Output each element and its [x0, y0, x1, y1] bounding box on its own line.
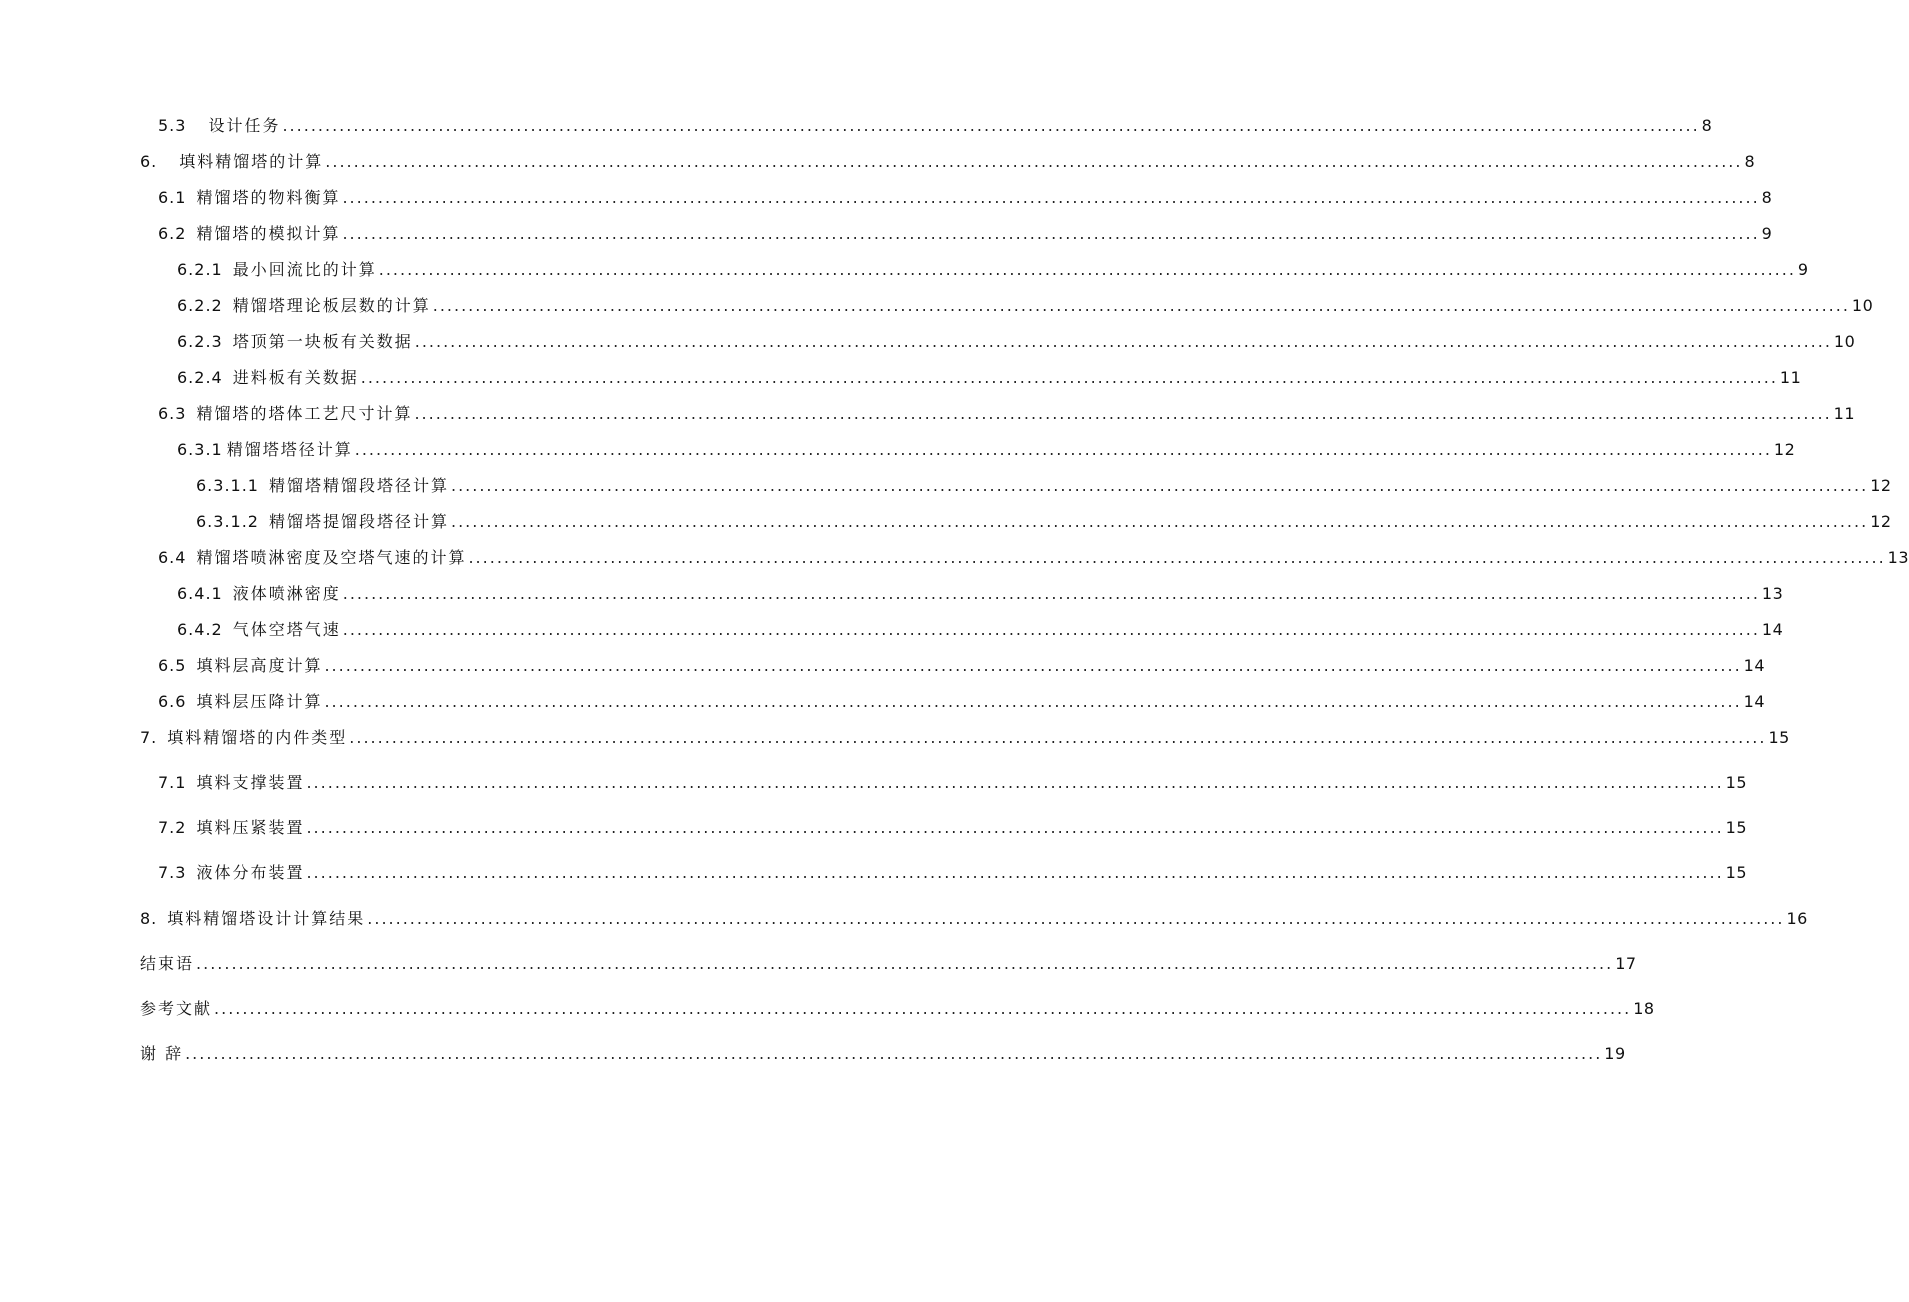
toc-entry[interactable] [177, 619, 1784, 641]
dot-leader: ........................................................................................................................................................................................................ [306, 818, 1724, 837]
dot-leader: ........................................................................................................................................................................................................ [378, 260, 1796, 279]
toc-entry-number: 6.4.2 [177, 620, 223, 639]
toc-entry-page-number: 11 [1833, 404, 1856, 423]
dot-leader: ........................................................................................................................................................................................................ [432, 296, 1850, 315]
toc-entry-number: 6.2 [158, 224, 187, 243]
toc-entry-page-number: 13 [1887, 548, 1909, 567]
toc-entry-page-number: 18 [1633, 999, 1655, 1018]
toc-entry-page-number: 14 [1743, 692, 1766, 711]
toc-entry-page-number: 12 [1773, 440, 1796, 459]
dot-leader: ........................................................................................................................................................................................................ [282, 116, 1700, 135]
toc-entry-title: 填料层高度计算 [196, 656, 323, 675]
toc-entry-title: 气体空塔气速 [232, 620, 341, 639]
toc-entry-page-number: 15 [1768, 728, 1790, 747]
toc-entry-title: 填料精馏塔的计算 [179, 152, 324, 171]
toc-entry[interactable] [158, 691, 1766, 713]
toc-entry-title: 谢 辞 [140, 1044, 184, 1063]
dot-leader: ........................................................................................................................................................................................................ [196, 954, 1614, 973]
toc-entry[interactable] [140, 998, 1655, 1020]
dot-leader: ........................................................................................................................................................................................................ [414, 404, 1832, 423]
toc-entry-number: 7.2 [158, 818, 187, 837]
dot-leader: ........................................................................................................................................................................................................ [451, 512, 1869, 531]
toc-entry[interactable] [158, 223, 1773, 245]
toc-entry[interactable] [177, 583, 1784, 605]
dot-leader: ........................................................................................................................................................................................................ [325, 152, 1743, 171]
toc-entry-title: 填料层压降计算 [196, 692, 323, 711]
toc-entry-page-number: 9 [1761, 224, 1773, 243]
dot-leader: ........................................................................................................................................................................................................ [214, 999, 1632, 1018]
toc-entry[interactable] [140, 727, 1790, 749]
toc-entry[interactable] [196, 475, 1892, 497]
toc-entry-page-number: 17 [1615, 954, 1637, 973]
dot-leader: ........................................................................................................................................................................................................ [306, 863, 1724, 882]
toc-entry-number: 6.6 [158, 692, 187, 711]
toc-entry-page-number: 10 [1833, 332, 1856, 351]
toc-entry-number: 7.1 [158, 773, 187, 792]
toc-entry-page-number: 8 [1701, 116, 1713, 135]
toc-entry-number: 6.4 [158, 548, 187, 567]
toc-entry[interactable] [158, 862, 1748, 884]
toc-entry-number: 6.3.1 [177, 440, 223, 459]
toc-entry-page-number: 15 [1725, 818, 1748, 837]
toc-entry-title: 精馏塔喷淋密度及空塔气速的计算 [196, 548, 467, 567]
toc-entry-number: 6.2.3 [177, 332, 223, 351]
toc-entry-number: 6.4.1 [177, 584, 223, 603]
dot-leader: ........................................................................................................................................................................................................ [185, 1044, 1603, 1063]
toc-entry-number: 6. [140, 152, 158, 171]
toc-entry-title: 塔顶第一块板有关数据 [232, 332, 413, 351]
toc-entry-page-number: 15 [1725, 863, 1748, 882]
dot-leader: ........................................................................................................................................................................................................ [367, 909, 1785, 928]
dot-leader: ........................................................................................................................................................................................................ [414, 332, 1832, 351]
dot-leader: ........................................................................................................................................................................................................ [354, 440, 1772, 459]
toc-entry[interactable] [158, 817, 1748, 839]
toc-entry-title: 精馏塔塔径计算 [226, 440, 353, 459]
toc-entry-title: 最小回流比的计算 [232, 260, 377, 279]
toc-entry-number: 6.1 [158, 188, 187, 207]
toc-entry[interactable] [158, 115, 1713, 137]
toc-entry-title: 参考文献 [140, 999, 213, 1018]
toc-entry-page-number: 12 [1870, 512, 1892, 531]
toc-entry-title: 填料压紧装置 [196, 818, 305, 837]
toc-entry-page-number: 9 [1797, 260, 1809, 279]
toc-entry-title: 进料板有关数据 [232, 368, 359, 387]
toc-entry-page-number: 14 [1761, 620, 1784, 639]
toc-entry-page-number: 8 [1761, 188, 1773, 207]
dot-leader: ........................................................................................................................................................................................................ [342, 224, 1760, 243]
toc-entry[interactable] [158, 655, 1766, 677]
toc-entry-page-number: 12 [1870, 476, 1892, 495]
toc-entry[interactable] [177, 295, 1874, 317]
toc-entry-title: 结束语 [140, 954, 195, 973]
toc-entry-title: 填料精馏塔设计计算结果 [167, 909, 366, 928]
toc-entry-title: 精馏塔理论板层数的计算 [232, 296, 431, 315]
toc-entry[interactable] [177, 439, 1796, 461]
toc-entry-title: 精馏塔的塔体工艺尺寸计算 [196, 404, 413, 423]
dot-leader: ........................................................................................................................................................................................................ [342, 620, 1760, 639]
toc-entry-number: 6.2.2 [177, 296, 223, 315]
toc-entry-page-number: 10 [1851, 296, 1874, 315]
toc-entry[interactable] [140, 908, 1808, 930]
dot-leader: ........................................................................................................................................................................................................ [468, 548, 1886, 567]
toc-entry[interactable] [158, 187, 1773, 209]
toc-entry-title: 液体喷淋密度 [232, 584, 341, 603]
toc-entry-number: 7. [140, 728, 158, 747]
toc-entry[interactable] [158, 403, 1856, 425]
dot-leader: ........................................................................................................................................................................................................ [342, 584, 1760, 603]
dot-leader: ........................................................................................................................................................................................................ [342, 188, 1760, 207]
toc-entry-title: 精馏塔的物料衡算 [196, 188, 341, 207]
toc-entry-number: 5.3 [158, 116, 187, 135]
dot-leader: ........................................................................................................................................................................................................ [324, 656, 1742, 675]
toc-entry-page-number: 11 [1779, 368, 1802, 387]
toc-entry-title: 液体分布装置 [196, 863, 305, 882]
dot-leader: ........................................................................................................................................................................................................ [451, 476, 1869, 495]
toc-entry[interactable] [158, 772, 1748, 794]
toc-entry[interactable] [177, 259, 1809, 281]
toc-entry[interactable] [158, 547, 1909, 569]
toc-entry-number: 7.3 [158, 863, 187, 882]
toc-entry[interactable] [177, 367, 1802, 389]
toc-entry-page-number: 13 [1761, 584, 1784, 603]
dot-leader: ........................................................................................................................................................................................................ [360, 368, 1778, 387]
toc-entry[interactable] [196, 511, 1892, 533]
dot-leader: ........................................................................................................................................................................................................ [324, 692, 1742, 711]
toc-entry-title: 精馏塔的模拟计算 [196, 224, 341, 243]
toc-entry-number: 6.2.4 [177, 368, 223, 387]
toc-entry-title: 填料精馏塔的内件类型 [167, 728, 348, 747]
toc-entry-number: 6.5 [158, 656, 187, 675]
toc-entry-number: 8. [140, 909, 158, 928]
toc-entry-page-number: 8 [1744, 152, 1756, 171]
toc-entry-number: 6.3 [158, 404, 187, 423]
toc-entry[interactable] [140, 1043, 1626, 1065]
toc-entry-number: 6.2.1 [177, 260, 223, 279]
toc-entry-page-number: 16 [1786, 909, 1808, 928]
dot-leader: ........................................................................................................................................................................................................ [306, 773, 1724, 792]
toc-entry-title: 精馏塔精馏段塔径计算 [268, 476, 449, 495]
toc-entry-page-number: 15 [1725, 773, 1748, 792]
toc-entry-title: 设计任务 [208, 116, 281, 135]
toc-entry[interactable] [140, 953, 1637, 975]
toc-entry-page-number: 19 [1604, 1044, 1626, 1063]
toc-entry[interactable] [140, 151, 1756, 173]
toc-entry[interactable] [177, 331, 1856, 353]
toc-entry-number: 6.3.1.2 [196, 512, 259, 531]
toc-entry-title: 填料支撑装置 [196, 773, 305, 792]
dot-leader: ........................................................................................................................................................................................................ [349, 728, 1767, 747]
toc-entry-page-number: 14 [1743, 656, 1766, 675]
toc-entry-title: 精馏塔提馏段塔径计算 [268, 512, 449, 531]
toc-entry-number: 6.3.1.1 [196, 476, 259, 495]
